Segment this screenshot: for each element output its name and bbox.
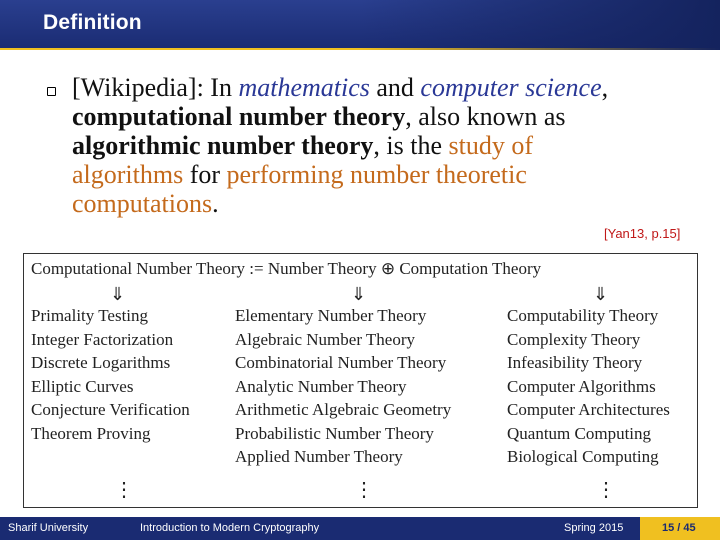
footer-course: Introduction to Modern Cryptography [122,517,520,540]
citation: [Yan13, p.15] [604,226,681,241]
square-bullet-icon [47,87,56,96]
title-bar [0,0,720,50]
list-item: Primality Testing [31,306,149,325]
footer [0,517,720,540]
down-arrow-icon: ⇓ [110,284,126,304]
list-item: Quantum Computing [507,424,652,443]
down-arrow-icon: ⇓ [593,284,609,304]
list-item: Integer Factorization [31,330,174,349]
list-item: Arithmetic Algebraic Geometry [235,400,452,419]
list-item: Discrete Logarithms [31,353,171,372]
footer-term: Spring 2015 [520,517,640,540]
term-algorithmic-number-theory: algorithmic number theory [72,131,374,160]
text-segment: and [369,73,421,102]
vdots-glyph: ⋮ [354,479,374,501]
phrase-computations: computations [72,189,213,218]
definition-paragraph [72,73,672,218]
down-arrow-icon: ⇓ [351,284,367,304]
phrase-algorithms: algorithms [72,160,184,189]
list-item: Elliptic Curves [31,377,134,396]
text-segment: for [183,160,227,189]
theory-table [23,253,698,508]
table-header: Computational Number Theory := Number Theory ⊕ Computation Theory [31,259,542,278]
list-item: Conjecture Verification [31,400,190,419]
phrase-performing: performing number theoretic [226,160,527,189]
vertical-ellipsis-icon [354,479,374,501]
text-segment: , also known as [405,102,566,131]
term-mathematics: mathematics [238,73,370,102]
text-segment: , [601,73,609,102]
text-segment: , is the [373,131,449,160]
list-item: Computability Theory [507,306,659,325]
list-item: Algebraic Number Theory [235,330,416,349]
list-item: Combinatorial Number Theory [235,353,447,372]
list-item: Computer Algorithms [507,377,656,396]
vertical-ellipsis-icon [114,479,134,501]
list-item: Theorem Proving [31,424,151,443]
footer-university: Sharif University [0,517,122,540]
list-item: Probabilistic Number Theory [235,424,434,443]
list-item: Biological Computing [507,447,659,466]
list-item: Computer Architectures [507,400,670,419]
list-item: Applied Number Theory [235,447,403,466]
list-item: Elementary Number Theory [235,306,427,325]
term-computer-science: computer science [420,73,602,102]
list-item: Infeasibility Theory [507,353,643,372]
text-segment: . [212,189,219,218]
list-item: Complexity Theory [507,330,641,349]
list-item: Analytic Number Theory [235,377,407,396]
title-accent-line [0,48,720,50]
vdots-glyph: ⋮ [596,479,616,501]
vdots-glyph: ⋮ [114,479,134,501]
text-segment: [Wikipedia]: In [72,73,239,102]
phrase-study-of: study of [448,131,533,160]
slide-title: Definition [43,11,142,34]
term-computational-number-theory: computational number theory [72,102,406,131]
vertical-ellipsis-icon [596,479,616,501]
footer-page-number: 15 / 45 [640,517,720,540]
